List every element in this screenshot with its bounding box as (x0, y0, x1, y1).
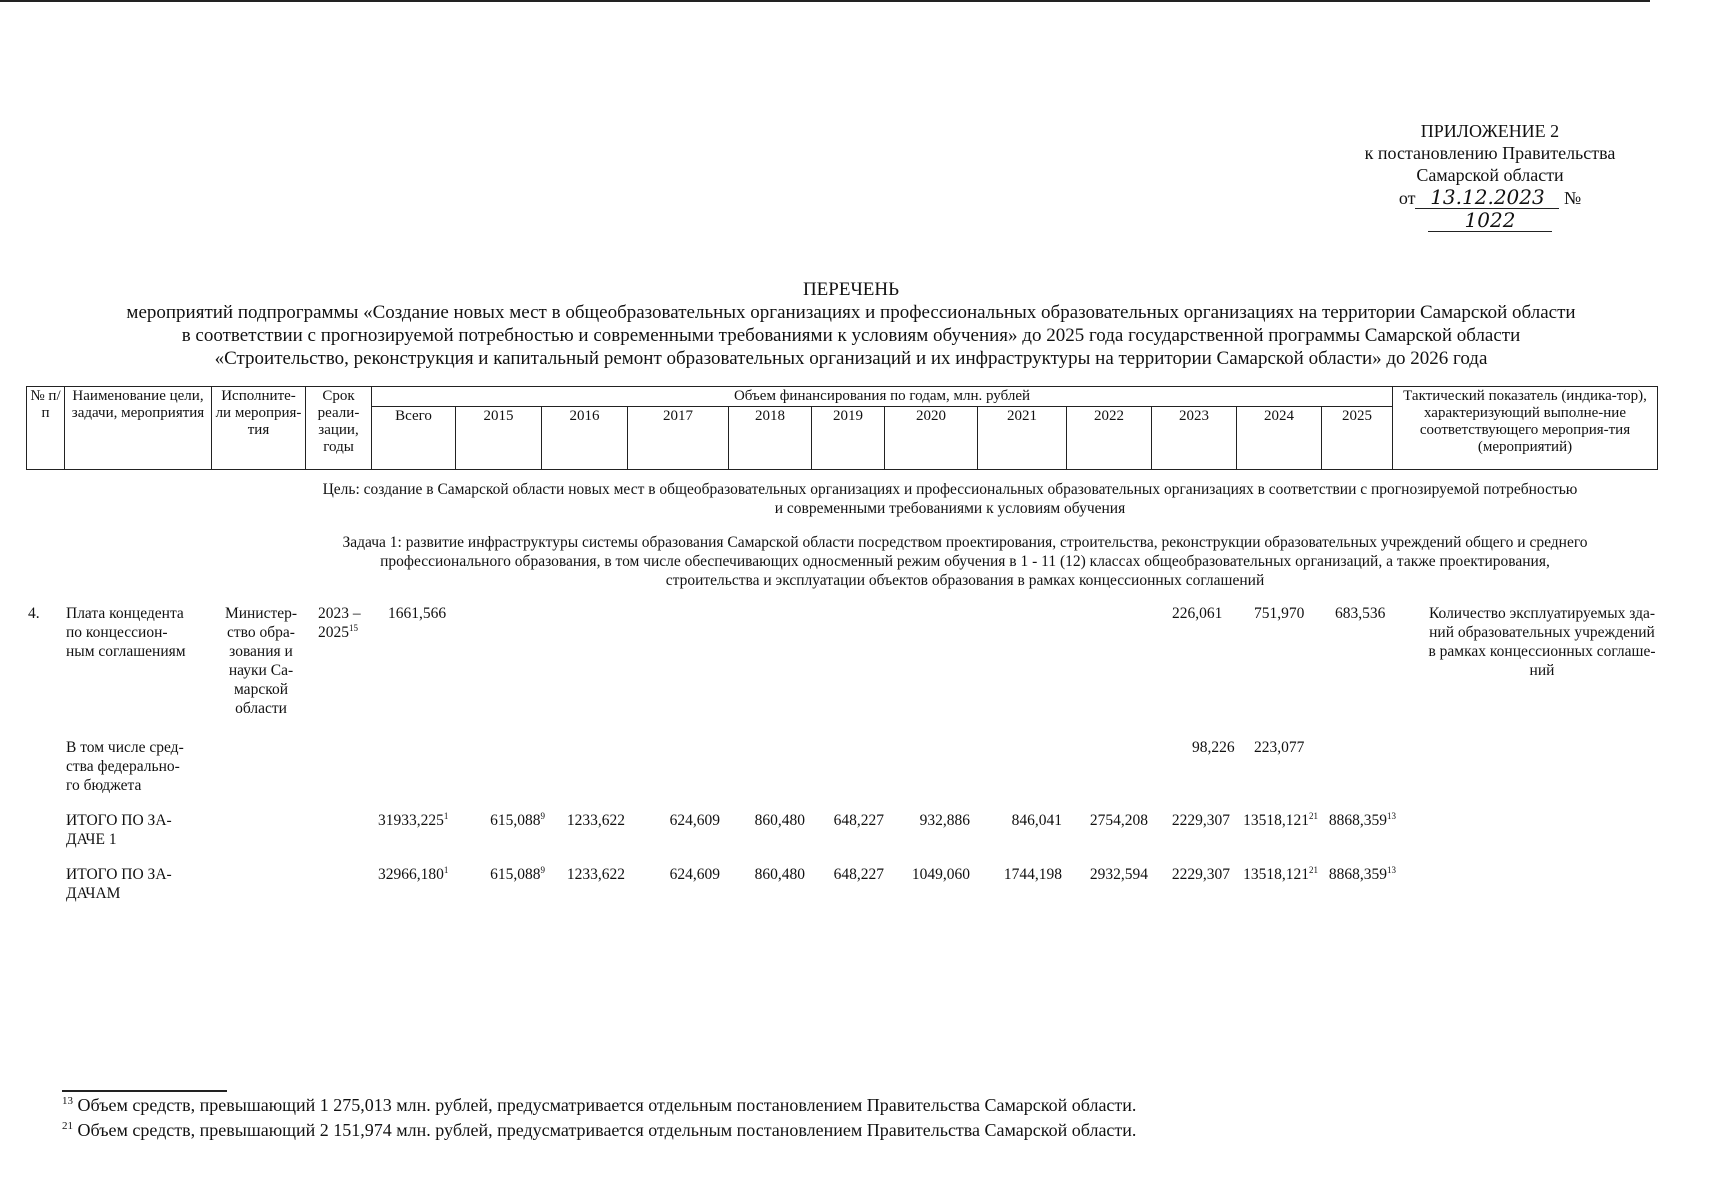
year-value-cell: 1233,622 (566, 866, 625, 883)
row4-num: 4. (28, 605, 40, 622)
footnote-text: Объем средств, превышающий 2 151,974 млн. рублей, предусматривается отдельным постановлением Правительства Самарской области. (73, 1120, 1137, 1140)
footnote-mark: 21 (62, 1120, 73, 1132)
row4-indicator-line: Количество эксплуатируемых зда- (1428, 605, 1656, 622)
row-total1-total-value: 31933,225 (378, 812, 444, 829)
header-year: 2025 (1322, 407, 1393, 470)
header-year: 2015 (456, 407, 542, 470)
row-total1-total-sup: 1 (443, 810, 449, 821)
task-line1: Задача 1: развитие инфраструктуры системы образования Самарской области посредством проектирования, строительства, реконструкции образовательных учреждений общего и среднего (342, 534, 1588, 551)
header-year: 2020 (885, 407, 978, 470)
row4-name-line: Плата концедента (66, 605, 184, 622)
header-year: 2021 (978, 407, 1067, 470)
header-year: 2018 (729, 407, 812, 470)
row-total2-total (378, 865, 448, 884)
year-value-cell: 648,227 (833, 812, 884, 829)
year-value-cell: 860,480 (754, 812, 805, 829)
annex-date: 13.12.2023 (1415, 186, 1559, 209)
row4-period-line2: 2025 (318, 624, 349, 641)
heading-line1: мероприятий подпрограммы «Создание новых мест в общеобразовательных организациях и профессиональных образовательных организациях на территории Самарской области (126, 302, 1576, 323)
year-value-cell: 615,088$^9$ (490, 810, 545, 829)
header-year: 2023 (1152, 407, 1237, 470)
row4-indicator (1408, 604, 1676, 680)
year-value-cell: 615,088$^9$ (490, 864, 545, 883)
row-fed-2024: 223,077 (1254, 739, 1305, 756)
header-total: Всего (372, 407, 456, 470)
year-value-cell: 624,609 (669, 812, 720, 829)
year-value-cell: 2229,307 (1171, 866, 1230, 883)
annex-title: ПРИЛОЖЕНИЕ 2 (1420, 121, 1560, 141)
row4-executor (216, 604, 306, 718)
annex-line2: Самарской области (1416, 165, 1564, 185)
year-value-cell: 624,609 (669, 866, 720, 883)
row4-name (66, 604, 216, 661)
row-total2-name (66, 865, 216, 903)
row4-name-line: по концессион- (66, 624, 168, 641)
year-value-cell: 13518,121$^{21}$ (1243, 864, 1318, 883)
row-total1-name-line: ИТОГО ПО ЗА- (66, 812, 172, 829)
year-value-cell: 2754,208 (1089, 812, 1148, 829)
year-value-cell: 846,041 (1011, 812, 1062, 829)
header-financing: Объем финансирования по годам, млн. рублей (372, 387, 1393, 407)
table-header (26, 386, 1658, 470)
year-value-cell: 8868,359$^{13}$ (1328, 864, 1396, 883)
task-line2: профессионального образования, в том числе обеспечивающих односменный режим обучения в 1 - 11 (12) классах общеобразовательных организаций, а также проектирования, (380, 553, 1550, 570)
row4-indicator-line: ний образовательных учреждений (1429, 624, 1655, 641)
header-num: № п/п (27, 387, 65, 470)
row4-total: 1661,566 (388, 605, 447, 622)
row-fed-name-line: В том числе сред- (66, 739, 184, 756)
header-name: Наименование цели, задачи, мероприятия (65, 387, 212, 470)
annex-date-line (1340, 186, 1640, 232)
header-year: 2022 (1067, 407, 1152, 470)
footnote-13 (62, 1094, 1136, 1116)
row4-2024: 751,970 (1254, 605, 1305, 622)
row-total2-total-value: 32966,180 (378, 866, 444, 883)
header-year: 2019 (812, 407, 885, 470)
annex-number: 1022 (1428, 209, 1552, 232)
top-border-line (0, 0, 1650, 2)
row4-period (318, 604, 378, 642)
header-period: Срок реали-зации, годы (306, 387, 372, 470)
year-value-cell: 1049,060 (911, 866, 970, 883)
row-total1-name-line: ДАЧЕ 1 (66, 831, 117, 848)
document-heading (0, 278, 1702, 370)
footnote-21 (62, 1119, 1136, 1141)
header-executor: Исполните-ли мероприя-тия (212, 387, 306, 470)
header-indicator: Тактический показатель (индика-тор), характеризующий выполне-ние соответствующего мероприя-тия (мероприятий) (1393, 387, 1658, 470)
row4-name-line: ным соглашениям (66, 643, 186, 660)
year-value-cell: 8868,359$^{13}$ (1328, 810, 1396, 829)
header-year: 2017 (628, 407, 729, 470)
footnote-separator (62, 1090, 227, 1092)
heading-line2: в соответствии с прогнозируемой потребностью и современными требованиями к условиям обучения» до 2025 года государственной программы Самарской области (181, 325, 1521, 346)
annex-line1: к постановлению Правительства (1364, 143, 1616, 163)
heading-line3: «Строительство, реконструкция и капитальный ремонт образовательных организаций и их инфраструктуры на территории Самарской области» до 2026 года (214, 348, 1488, 369)
row4-indicator-line: ний (1529, 662, 1555, 679)
year-value-cell: 2229,307 (1171, 812, 1230, 829)
year-value-cell: 860,480 (754, 866, 805, 883)
goal-text (220, 480, 1680, 518)
row-fed-name-line: ства федерально- (66, 758, 180, 775)
annex-block (1340, 120, 1640, 232)
row4-2023: 226,061 (1172, 605, 1223, 622)
year-value-cell: 648,227 (833, 866, 884, 883)
row-fed-name-line: го бюджета (66, 777, 142, 794)
year-value-cell: 2932,594 (1089, 866, 1148, 883)
row-total1-name (66, 811, 216, 849)
row-total2-name-line: ИТОГО ПО ЗА- (66, 866, 172, 883)
row4-indicator-line: в рамках концессионных соглаше- (1428, 643, 1656, 660)
row4-executor-line: науки Са- (228, 662, 294, 679)
row4-executor-line: марской (233, 681, 288, 698)
annex-number-sign: № (1563, 188, 1582, 208)
year-value-cell: 13518,121$^{21}$ (1243, 810, 1318, 829)
task-text (255, 533, 1675, 590)
row-total2-total-sup: 1 (443, 864, 449, 875)
row4-executor-line: Министер- (224, 605, 298, 622)
row4-executor-line: области (235, 700, 287, 717)
year-value-cell: 1744,198 (1003, 866, 1062, 883)
year-value-cell: 932,886 (919, 812, 970, 829)
row4-period-line1: 2023 – (318, 605, 361, 622)
row4-executor-line: зования и (229, 643, 293, 660)
row4-executor-line: ство обра- (227, 624, 295, 641)
year-value-cell: 1233,622 (566, 812, 625, 829)
row-fed-2023: 98,226 (1192, 739, 1235, 756)
row-total2-name-line: ДАЧАМ (66, 885, 121, 902)
row-total1-total (378, 811, 448, 830)
heading-title: ПЕРЕЧЕНЬ (802, 279, 900, 300)
header-year: 2024 (1237, 407, 1322, 470)
task-line3: строительства и эксплуатации объектов образования в рамках концессионных соглашений (665, 572, 1265, 589)
row4-period-sup: 15 (349, 622, 358, 633)
goal-line2: и современными требованиями к условиям обучения (774, 500, 1126, 517)
goal-line1: Цель: создание в Самарской области новых мест в общеобразовательных организациях и профессиональных образовательных организациях в соответствии с прогнозируемой потребностью (322, 481, 1578, 498)
annex-from: от (1398, 188, 1416, 208)
row-fed-name (66, 738, 216, 795)
header-year: 2016 (542, 407, 628, 470)
footnote-text: Объем средств, превышающий 1 275,013 млн. рублей, предусматривается отдельным постановлением Правительства Самарской области. (73, 1095, 1137, 1115)
footnote-mark: 13 (62, 1095, 73, 1107)
row4-2025: 683,536 (1335, 605, 1386, 622)
